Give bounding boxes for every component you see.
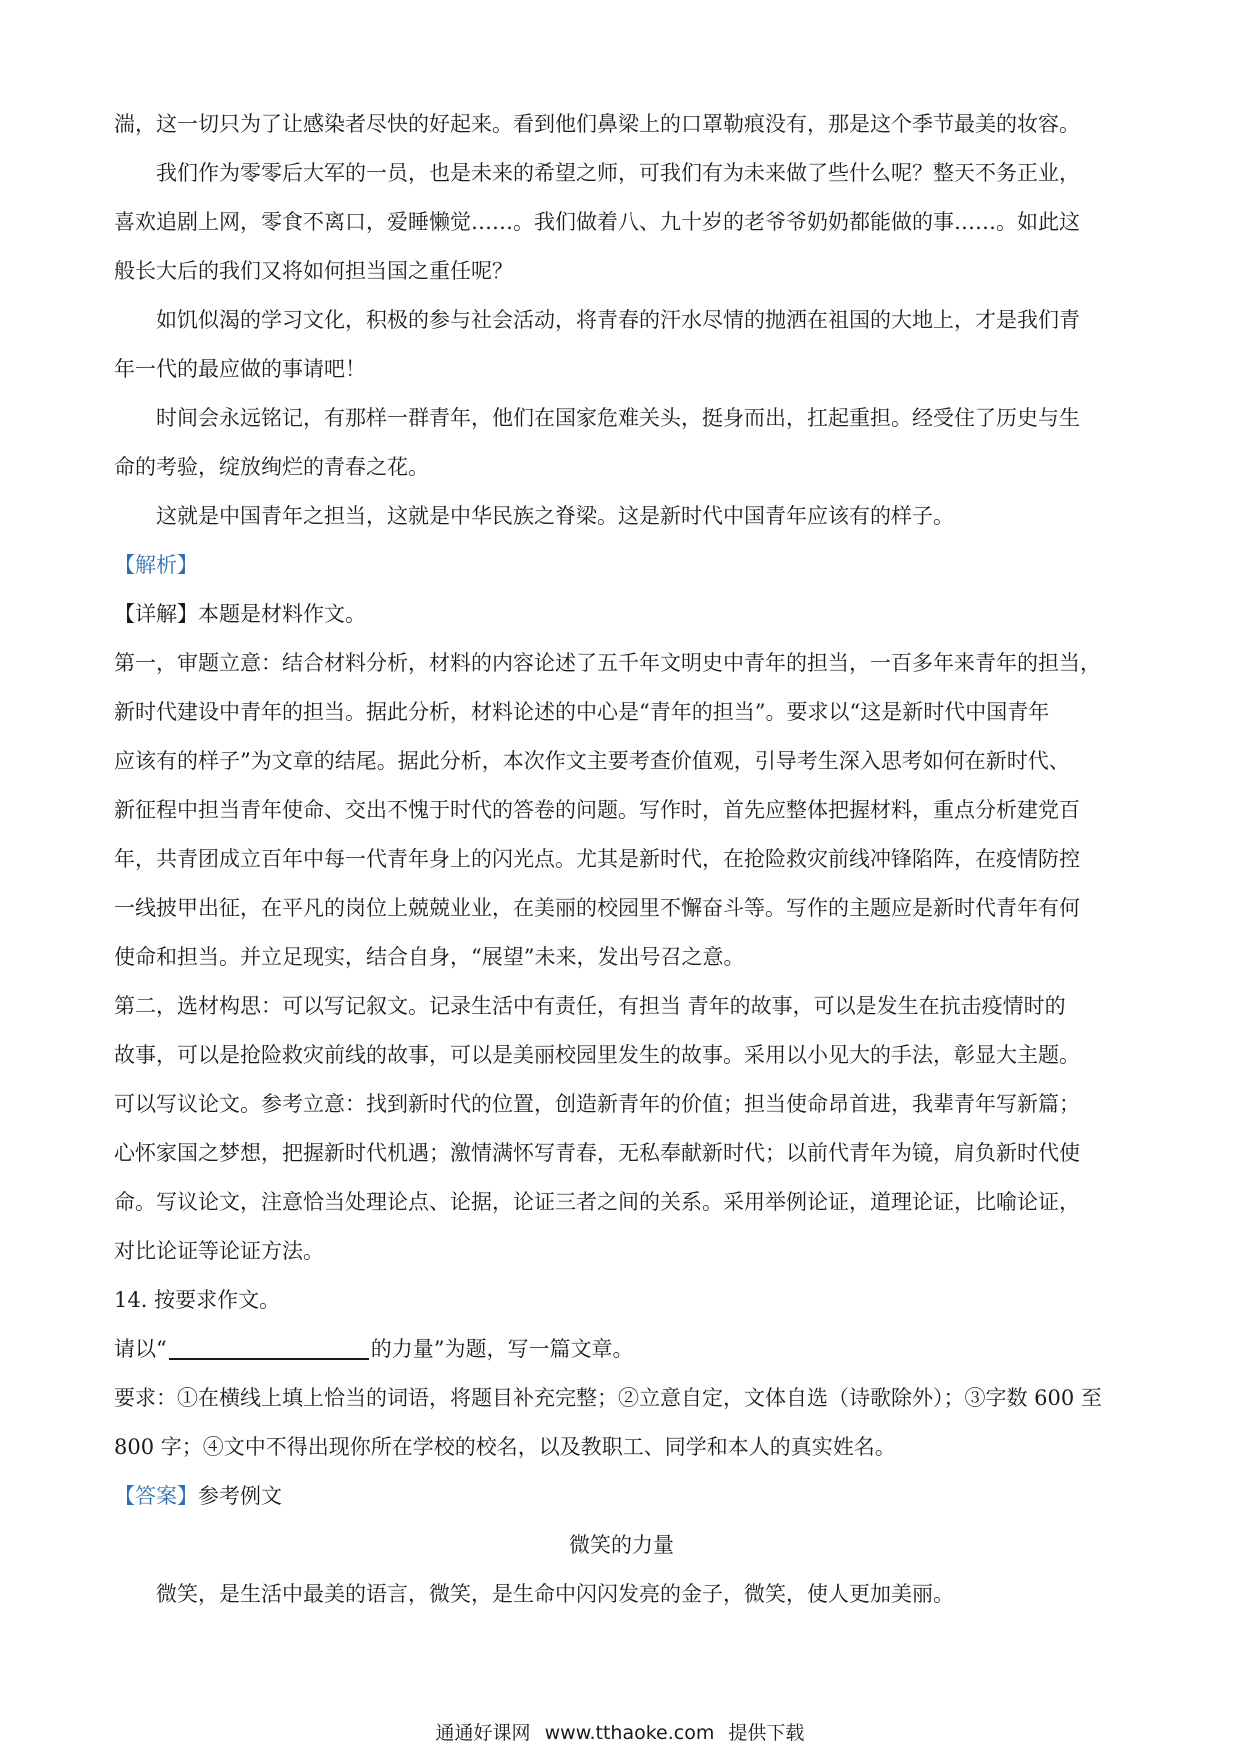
- answer-line: [114, 1472, 1129, 1521]
- essay-line: 命的考验，绽放绚烂的青春之花。: [114, 455, 429, 479]
- analysis-heading: [114, 541, 1129, 590]
- prompt-after: 的力量”为题，写一篇文章。: [370, 1337, 634, 1361]
- document-page: [114, 100, 1129, 1619]
- analysis-line: 应该有的样子”为文章的结尾。据此分析，本次作文主要考查价值观，引导考生深入思考如何在新时代、: [114, 749, 1070, 773]
- detail-text: 本题是材料作文。: [198, 602, 366, 626]
- analysis-line: 年，共青团成立百年中每一代青年身上的闪光点。尤其是新时代，在抢险救灾前线冲锋陷阵，在疫情防控: [114, 847, 1080, 871]
- analysis-line: 可以写议论文。参考立意：找到新时代的位置，创造新青年的价值；担当使命昂首进，我辈青年写新篇；: [114, 1092, 1080, 1116]
- analysis-line: 第一，审题立意：结合材料分析，材料的内容论述了五千年文明史中青年的担当，一百多年来青年的担当，: [114, 651, 1101, 675]
- footer-note: 提供下载: [728, 1722, 805, 1744]
- essay-line: 湍，这一切只为了让感染者尽快的好起来。看到他们鼻梁上的口罩勒痕没有，那是这个季节最美的妆容。: [114, 112, 1080, 136]
- analysis-tag: 【解析】: [114, 553, 198, 577]
- answer-tag: 【答案】: [114, 1484, 198, 1508]
- analysis-line: 第二，选材构思：可以写记叙文。记录生活中有责任，有担当 青年的故事，可以是发生在抗击疫情时的: [114, 994, 1066, 1018]
- analysis-line: 新征程中担当青年使命、交出不愧于时代的答卷的问题。写作时，首先应整体把握材料，重点分析建党百: [114, 798, 1080, 822]
- essay-line: 这就是中国青年之担当，这就是中华民族之脊梁。这是新时代中国青年应该有的样子。: [156, 504, 954, 528]
- analysis-line: 故事，可以是抢险救灾前线的故事，可以是美丽校园里发生的故事。采用以小见大的手法，彰显大主题。: [114, 1043, 1080, 1067]
- detail-tag: 【详解】: [114, 602, 198, 626]
- page-footer: [0, 1718, 1240, 1745]
- analysis-line: 心怀家国之梦想，把握新时代机遇；激情满怀写青春，无私奉献新时代；以前代青年为镜，肩负新时代使: [114, 1141, 1080, 1165]
- analysis-line: 新时代建设中青年的担当。据此分析，材料论述的中心是“青年的担当”。要求以“这是新时代中国青年: [114, 700, 1050, 724]
- question-prompt: [114, 1325, 1129, 1374]
- analysis-line: 命。写议论文，注意恰当处理论点、论据，论证三者之间的关系。采用举例论证，道理论证，比喻论证，: [114, 1190, 1080, 1214]
- sample-essay-title: 微笑的力量: [569, 1533, 674, 1557]
- footer-url[interactable]: www.tthaoke.com: [544, 1722, 715, 1744]
- essay-line: 如饥似渴的学习文化，积极的参与社会活动，将青春的汗水尽情的抛洒在祖国的大地上，才是我们青: [156, 308, 1080, 332]
- requirement-line: 800 字；④文中不得出现你所在学校的校名，以及教职工、同学和本人的真实姓名。: [114, 1435, 896, 1459]
- detail-line: [114, 590, 1129, 639]
- question-title: 14. 按要求作文。: [114, 1288, 281, 1312]
- essay-line: 年一代的最应做的事请吧！: [114, 357, 366, 381]
- essay-line: 我们作为零零后大军的一员，也是未来的希望之师，可我们有为未来做了些什么呢？整天不务正业，: [156, 161, 1080, 185]
- sample-essay-line: 微笑，是生活中最美的语言，微笑，是生命中闪闪发亮的金子，微笑，使人更加美丽。: [156, 1582, 954, 1606]
- essay-line: 般长大后的我们又将如何担当国之重任呢？: [114, 259, 513, 283]
- analysis-line: 一线披甲出征，在平凡的岗位上兢兢业业，在美丽的校园里不懈奋斗等。写作的主题应是新时代青年有何: [114, 896, 1080, 920]
- requirement-line: 要求：①在横线上填上恰当的词语，将题目补充完整；②立意自定，文体自选（诗歌除外）；③字数 600 至: [114, 1386, 1102, 1410]
- analysis-line: 使命和担当。并立足现实，结合自身，“展望”未来，发出号召之意。: [114, 945, 745, 969]
- analysis-line: 对比论证等论证方法。: [114, 1239, 324, 1263]
- essay-line: 时间会永远铭记，有那样一群青年，他们在国家危难关头，挺身而出，扛起重担。经受住了历史与生: [156, 406, 1080, 430]
- title-blank: [169, 1336, 369, 1360]
- prompt-before: 请以“: [114, 1337, 167, 1361]
- essay-line: 喜欢追剧上网，零食不离口，爱睡懒觉……。我们做着八、九十岁的老爷爷奶奶都能做的事……。如此这: [114, 210, 1080, 234]
- footer-site: 通通好课网: [435, 1722, 531, 1744]
- answer-text: 参考例文: [198, 1484, 282, 1508]
